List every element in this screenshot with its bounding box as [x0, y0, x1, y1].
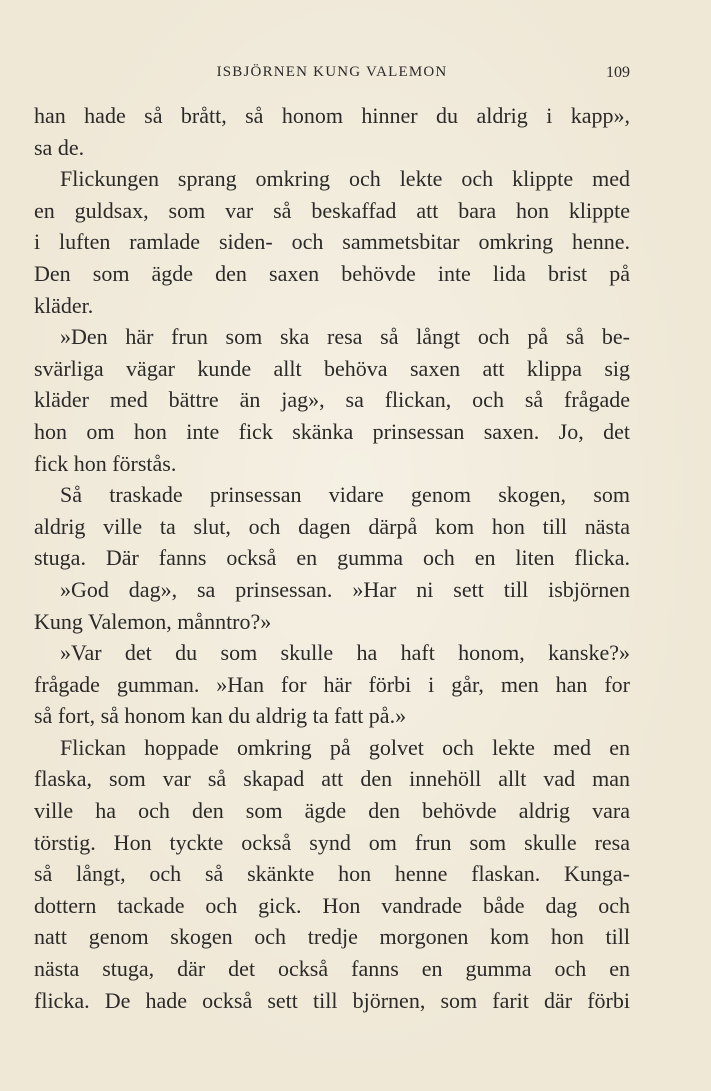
text-line: törstig. Hon tyckte också synd om frun som skulle resa [34, 829, 630, 855]
text-line: »Var det du som skulle ha haft honom, kanske?» [60, 640, 630, 666]
text-line: dottern tackade och gick. Hon vandrade både dag och [34, 892, 630, 918]
running-title: ISBJÖRNEN KUNG VALEMON [216, 64, 448, 80]
text-line: »God dag», sa prinsessan. »Har ni sett till isbjörnen [60, 576, 630, 602]
text-line: fick hon förstås. [34, 450, 177, 476]
text-line: kläder med bättre än jag», sa flickan, och så frågade [34, 387, 630, 413]
text-line: kläder. [34, 292, 94, 318]
text-line: Flickungen sprang omkring och lekte och klippte med [60, 166, 630, 192]
text-line: Flickan hoppade omkring på golvet och lekte med en [60, 734, 630, 760]
text-line: flaska, som var så skapad att den innehöll allt vad man [34, 766, 630, 792]
text-line: så fort, så honom kan du aldrig ta fatt på.» [34, 703, 407, 729]
text-line: han hade så brått, så honom hinner du aldrig i kapp», [34, 103, 630, 128]
text-line: en guldsax, som var så beskaffad att bara hon klippte [34, 197, 630, 223]
text-line: aldrig ville ta slut, och dagen därpå kom hon till nästa [34, 513, 630, 539]
text-line: Så traskade prinsessan vidare genom skogen, som [60, 482, 630, 508]
text-line: hon om hon inte fick skänka prinsessan saxen. Jo, det [34, 418, 630, 444]
text-line: ville ha och den som ägde den behövde aldrig vara [34, 798, 630, 824]
text-line: frågade gumman. »Han for här förbi i går, men han for [34, 671, 630, 697]
text-line: i luften ramlade siden- och sammetsbitar omkring henne. [34, 229, 630, 255]
text-line: svärliga vägar kunde allt behöva saxen att klippa sig [34, 355, 630, 381]
text-line: flicka. De hade också sett till björnen, som farit där förbi [34, 987, 630, 1013]
text-line: »Den här frun som ska resa så långt och på så be- [60, 324, 630, 350]
page-header [34, 60, 630, 86]
body-text [34, 100, 630, 1016]
text-line: natt genom skogen och tredje morgonen kom hon till [34, 924, 630, 950]
text-line: stuga. Där fanns också en gumma och en liten flicka. [34, 545, 630, 571]
text-line: sa de. [34, 134, 85, 160]
text-line: nästa stuga, där det också fanns en gumma och en [34, 956, 630, 982]
text-line: Den som ägde den saxen behövde inte lida brist på [34, 260, 630, 286]
text-line: Kung Valemon, månntro?» [34, 608, 272, 634]
page-number: 109 [606, 64, 630, 81]
text-line: så långt, och så skänkte hon henne flaskan. Kunga- [34, 861, 630, 887]
